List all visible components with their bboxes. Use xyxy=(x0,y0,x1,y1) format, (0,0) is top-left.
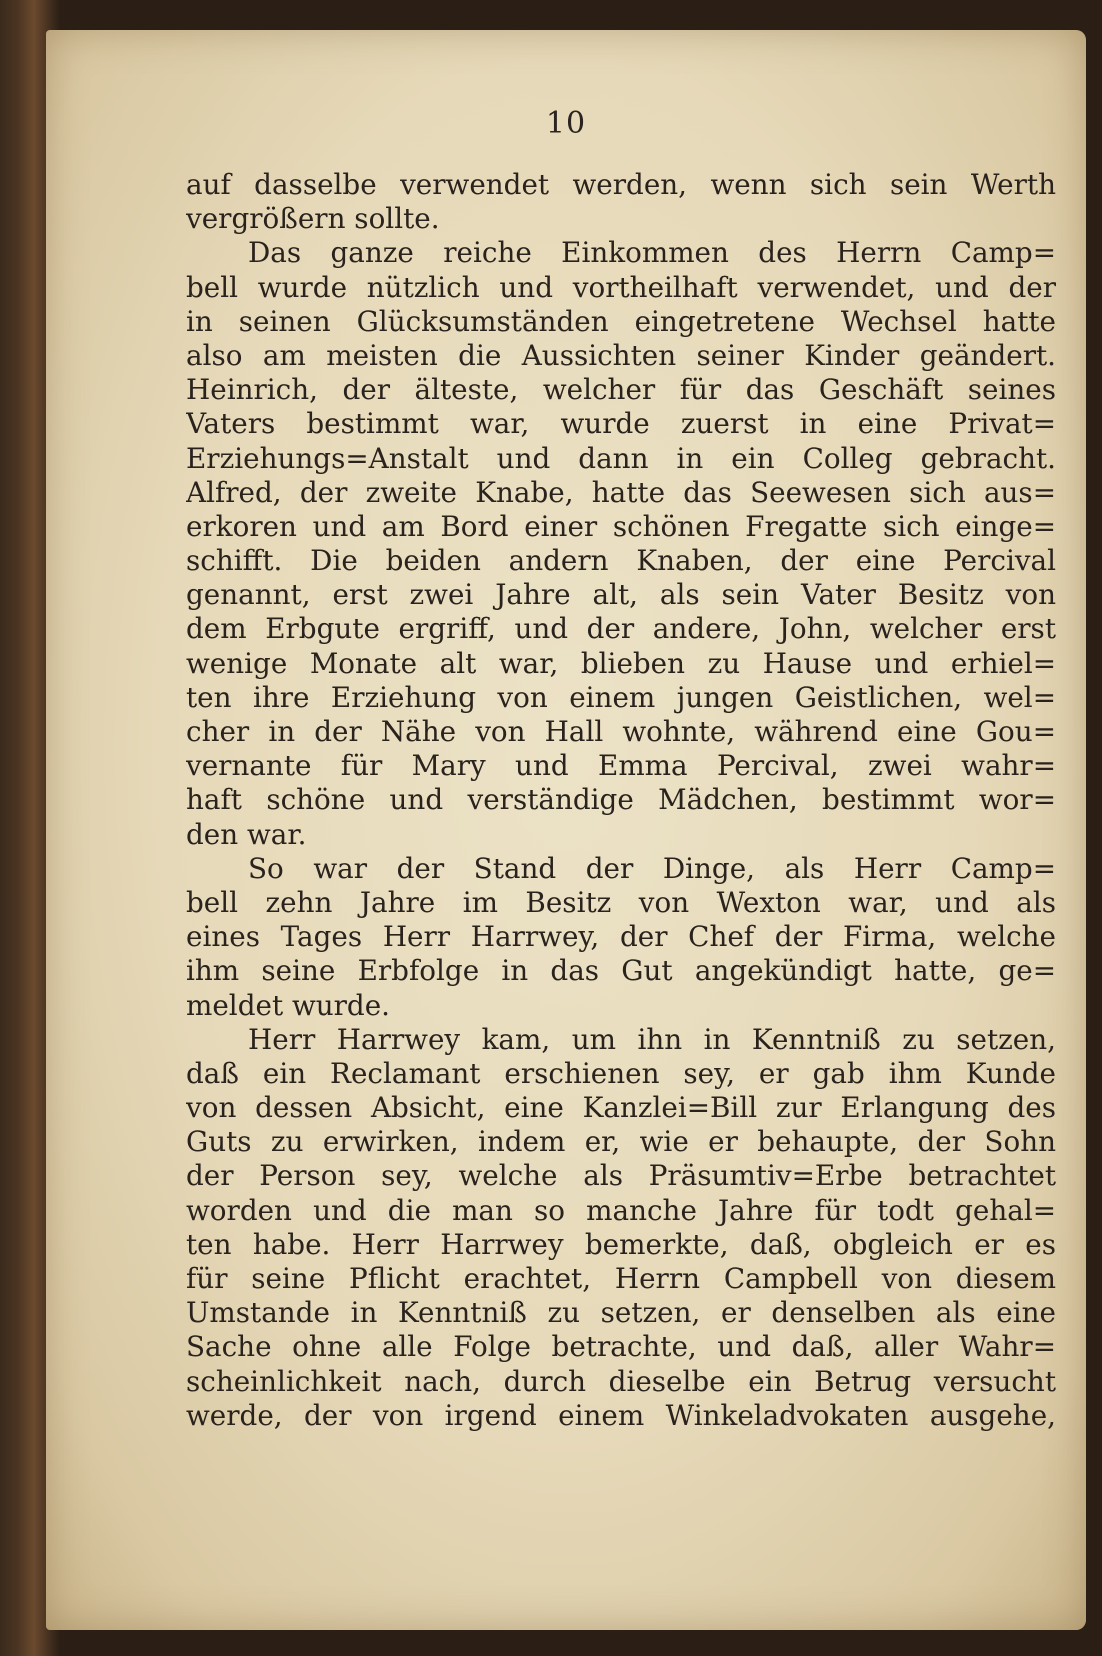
text-line: Herr Harrwey kam, um ihn in Kenntniß zu setzen, xyxy=(248,1022,1056,1056)
text-line: cher in der Nähe von Hall wohnte, während eine Gou= xyxy=(186,715,1056,748)
text-line: dem Erbgute ergriff, und der andere, John, welcher erst xyxy=(186,612,1056,646)
text-line: ten ihre Erziehung von einem jungen Geistlichen, wel= xyxy=(186,680,1056,714)
text-line: Erziehungs=Anstalt und dann in ein Colleg gebracht. xyxy=(186,441,1056,475)
text-line: Heinrich, der älteste, welcher für das Geschäft seines xyxy=(186,373,1056,407)
text-line: Guts zu erwirken, indem er, wie er behaupte, der Sohn xyxy=(186,1125,1056,1159)
text-line: Umstande in Kenntniß zu setzen, er denselben als eine xyxy=(186,1296,1056,1330)
text-line: Vaters bestimmt war, wurde zuerst in eine Privat= xyxy=(186,407,1056,441)
book-page xyxy=(46,30,1086,1630)
text-line: worden und die man so manche Jahre für todt gehal= xyxy=(186,1193,1056,1227)
text-line: also am meisten die Aussichten seiner Kinder geändert. xyxy=(186,338,1056,372)
text-line: den war. xyxy=(186,817,307,851)
text-line: Alfred, der zweite Knabe, hatte das Seewesen sich aus= xyxy=(186,475,1056,509)
text-line: genannt, erst zwei Jahre alt, als sein Vater Besitz von xyxy=(186,578,1056,612)
page-number: 10 xyxy=(545,106,587,141)
text-line: eines Tages Herr Harrwey, der Chef der Firma, welche xyxy=(186,920,1056,954)
text-line: der Person sey, welche als Präsumtiv=Erbe betrachtet xyxy=(186,1159,1056,1193)
text-line: Das ganze reiche Einkommen des Herrn Camp= xyxy=(248,236,1056,270)
text-line: von dessen Absicht, eine Kanzlei=Bill zur Erlangung des xyxy=(186,1091,1056,1125)
text-line: wenige Monate alt war, blieben zu Hause und erhiel= xyxy=(186,646,1056,680)
text-line: bell wurde nützlich und vortheilhaft verwendet, und der xyxy=(186,270,1056,304)
text-line: auf dasselbe verwendet werden, wenn sich sein Werth xyxy=(186,168,1056,201)
text-line: scheinlichkeit nach, durch dieselbe ein Betrug versucht xyxy=(186,1364,1056,1398)
text-line: daß ein Reclamant erschienen sey, er gab ihm Kunde xyxy=(186,1056,1056,1090)
text-line: vernante für Mary und Emma Percival, zwei wahr= xyxy=(186,749,1056,783)
text-line: haft schöne und verständige Mädchen, bestimmt wor= xyxy=(186,783,1056,817)
text-line: bell zehn Jahre im Besitz von Wexton war, und als xyxy=(186,885,1056,919)
text-line: So war der Stand der Dinge, als Herr Camp= xyxy=(248,851,1056,885)
text-block xyxy=(186,168,1056,1433)
text-line: erkoren und am Bord einer schönen Fregatte sich einge= xyxy=(186,509,1056,543)
text-line: werde, der von irgend einem Winkeladvokaten ausgehe, xyxy=(186,1398,1056,1432)
text-line: in seinen Glücksumständen eingetretene Wechsel hatte xyxy=(186,304,1056,338)
text-line: meldet wurde. xyxy=(186,988,391,1022)
text-line: für seine Pflicht erachtet, Herrn Campbell von diesem xyxy=(186,1262,1056,1295)
text-line: vergrößern sollte. xyxy=(186,202,440,236)
text-line: ten habe. Herr Harrwey bemerkte, daß, obgleich er es xyxy=(186,1227,1056,1261)
text-line: ihm seine Erbfolge in das Gut angekündigt hatte, ge= xyxy=(186,954,1056,988)
text-line: schifft. Die beiden andern Knaben, der eine Percival xyxy=(186,544,1056,578)
text-line: Sache ohne alle Folge betrachte, und daß, aller Wahr= xyxy=(186,1330,1056,1364)
